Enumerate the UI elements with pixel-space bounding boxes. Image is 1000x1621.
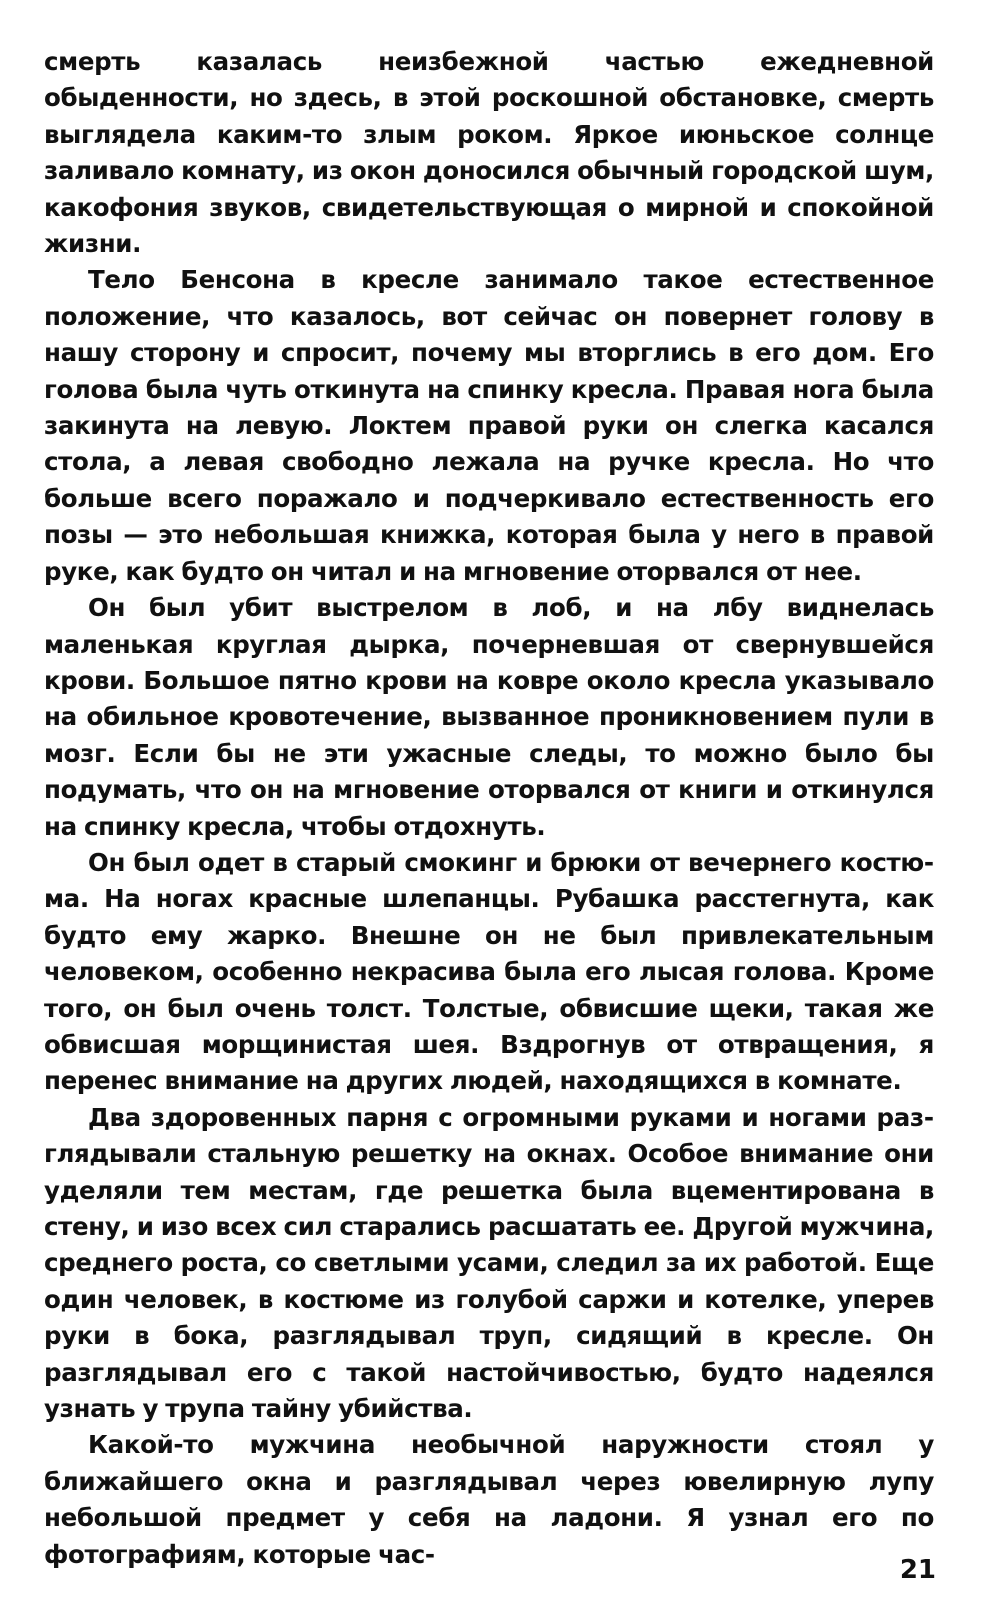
paragraph-1: смерть казалась неизбежной частью ежедневной обыденности, но здесь, в этой роскошной обстановке, смерть выглядела каким-то злым роком. Яркое июньское солнце заливало комнату, из окон доносился обычный городской шум, какофония звуков, свидетельствующая о мирной и спокойной жизни. xyxy=(44,47,934,259)
body-text xyxy=(44,44,934,1573)
page-number: 21 xyxy=(899,1555,936,1585)
paragraph-6: Какой-то мужчина необычной наружности стоял у ближайшего окна и разглядывал через ювелирную лупу небольшой предмет у себя на ладони. Я узнал его по фотографиям, которые час- xyxy=(44,1430,934,1569)
paragraph-2: Тело Бенсона в кресле занимало такое естественное положение, что казалось, вот сейчас он повернет голову в нашу сторону и спросит, почему мы вторглись в его дом. Его голова была чуть откинута на спинку кресла. Правая нога была закинута на левую. Локтем правой руки он слегка касался стола, а левая свободно лежала на ручке кресла. Но что больше всего поражало и подчеркивало естественность его позы — это небольшая книжка, которая была у него в правой руке, как будто он читал и на мгновение оторвался от нее. xyxy=(44,265,934,586)
paragraph-4: Он был одет в старый смокинг и брюки от вечернего костюма. На ногах красные шлепанцы. Рубашка расстегнута, как будто ему жарко. Внешне он не был привлекательным человеком, особенно некрасива была его лысая голова. Кроме того, он был очень толст. Толстые, обвисшие щеки, такая же обвисшая морщинистая шея. Вздрогнув от отвращения, я перенес внимание на других людей, находящихся в комнате. xyxy=(44,847,934,1096)
paragraph-5: Два здоровенных парня с огромными руками и ногами разглядывали стальную решетку на окнах. Особое внимание они уделяли тем местам, где решетка была вцементирована в стену, и изо всех сил старались расшатать ее. Другой мужчина, среднего роста, со светлыми усами, следил за их работой. Еще один человек, в костюме из голубой саржи и котелке, уперев руки в бока, разглядывал труп, сидящий в кресле. Он разглядывал его с такой настойчивостью, будто надеялся узнать у трупа тайну убийства. xyxy=(44,1102,934,1424)
paragraph-3: Он был убит выстрелом в лоб, и на лбу виднелась маленькая круглая дырка, почерневшая от свернувшейся крови. Большое пятно крови на ковре около кресла указывало на обильное кровотечение, вызванное проникновением пули в мозг. Если бы не эти ужасные следы, то можно было бы подумать, что он на мгновение оторвался от книги и откинулся на спинку кресла, чтобы отдохнуть. xyxy=(44,593,934,841)
